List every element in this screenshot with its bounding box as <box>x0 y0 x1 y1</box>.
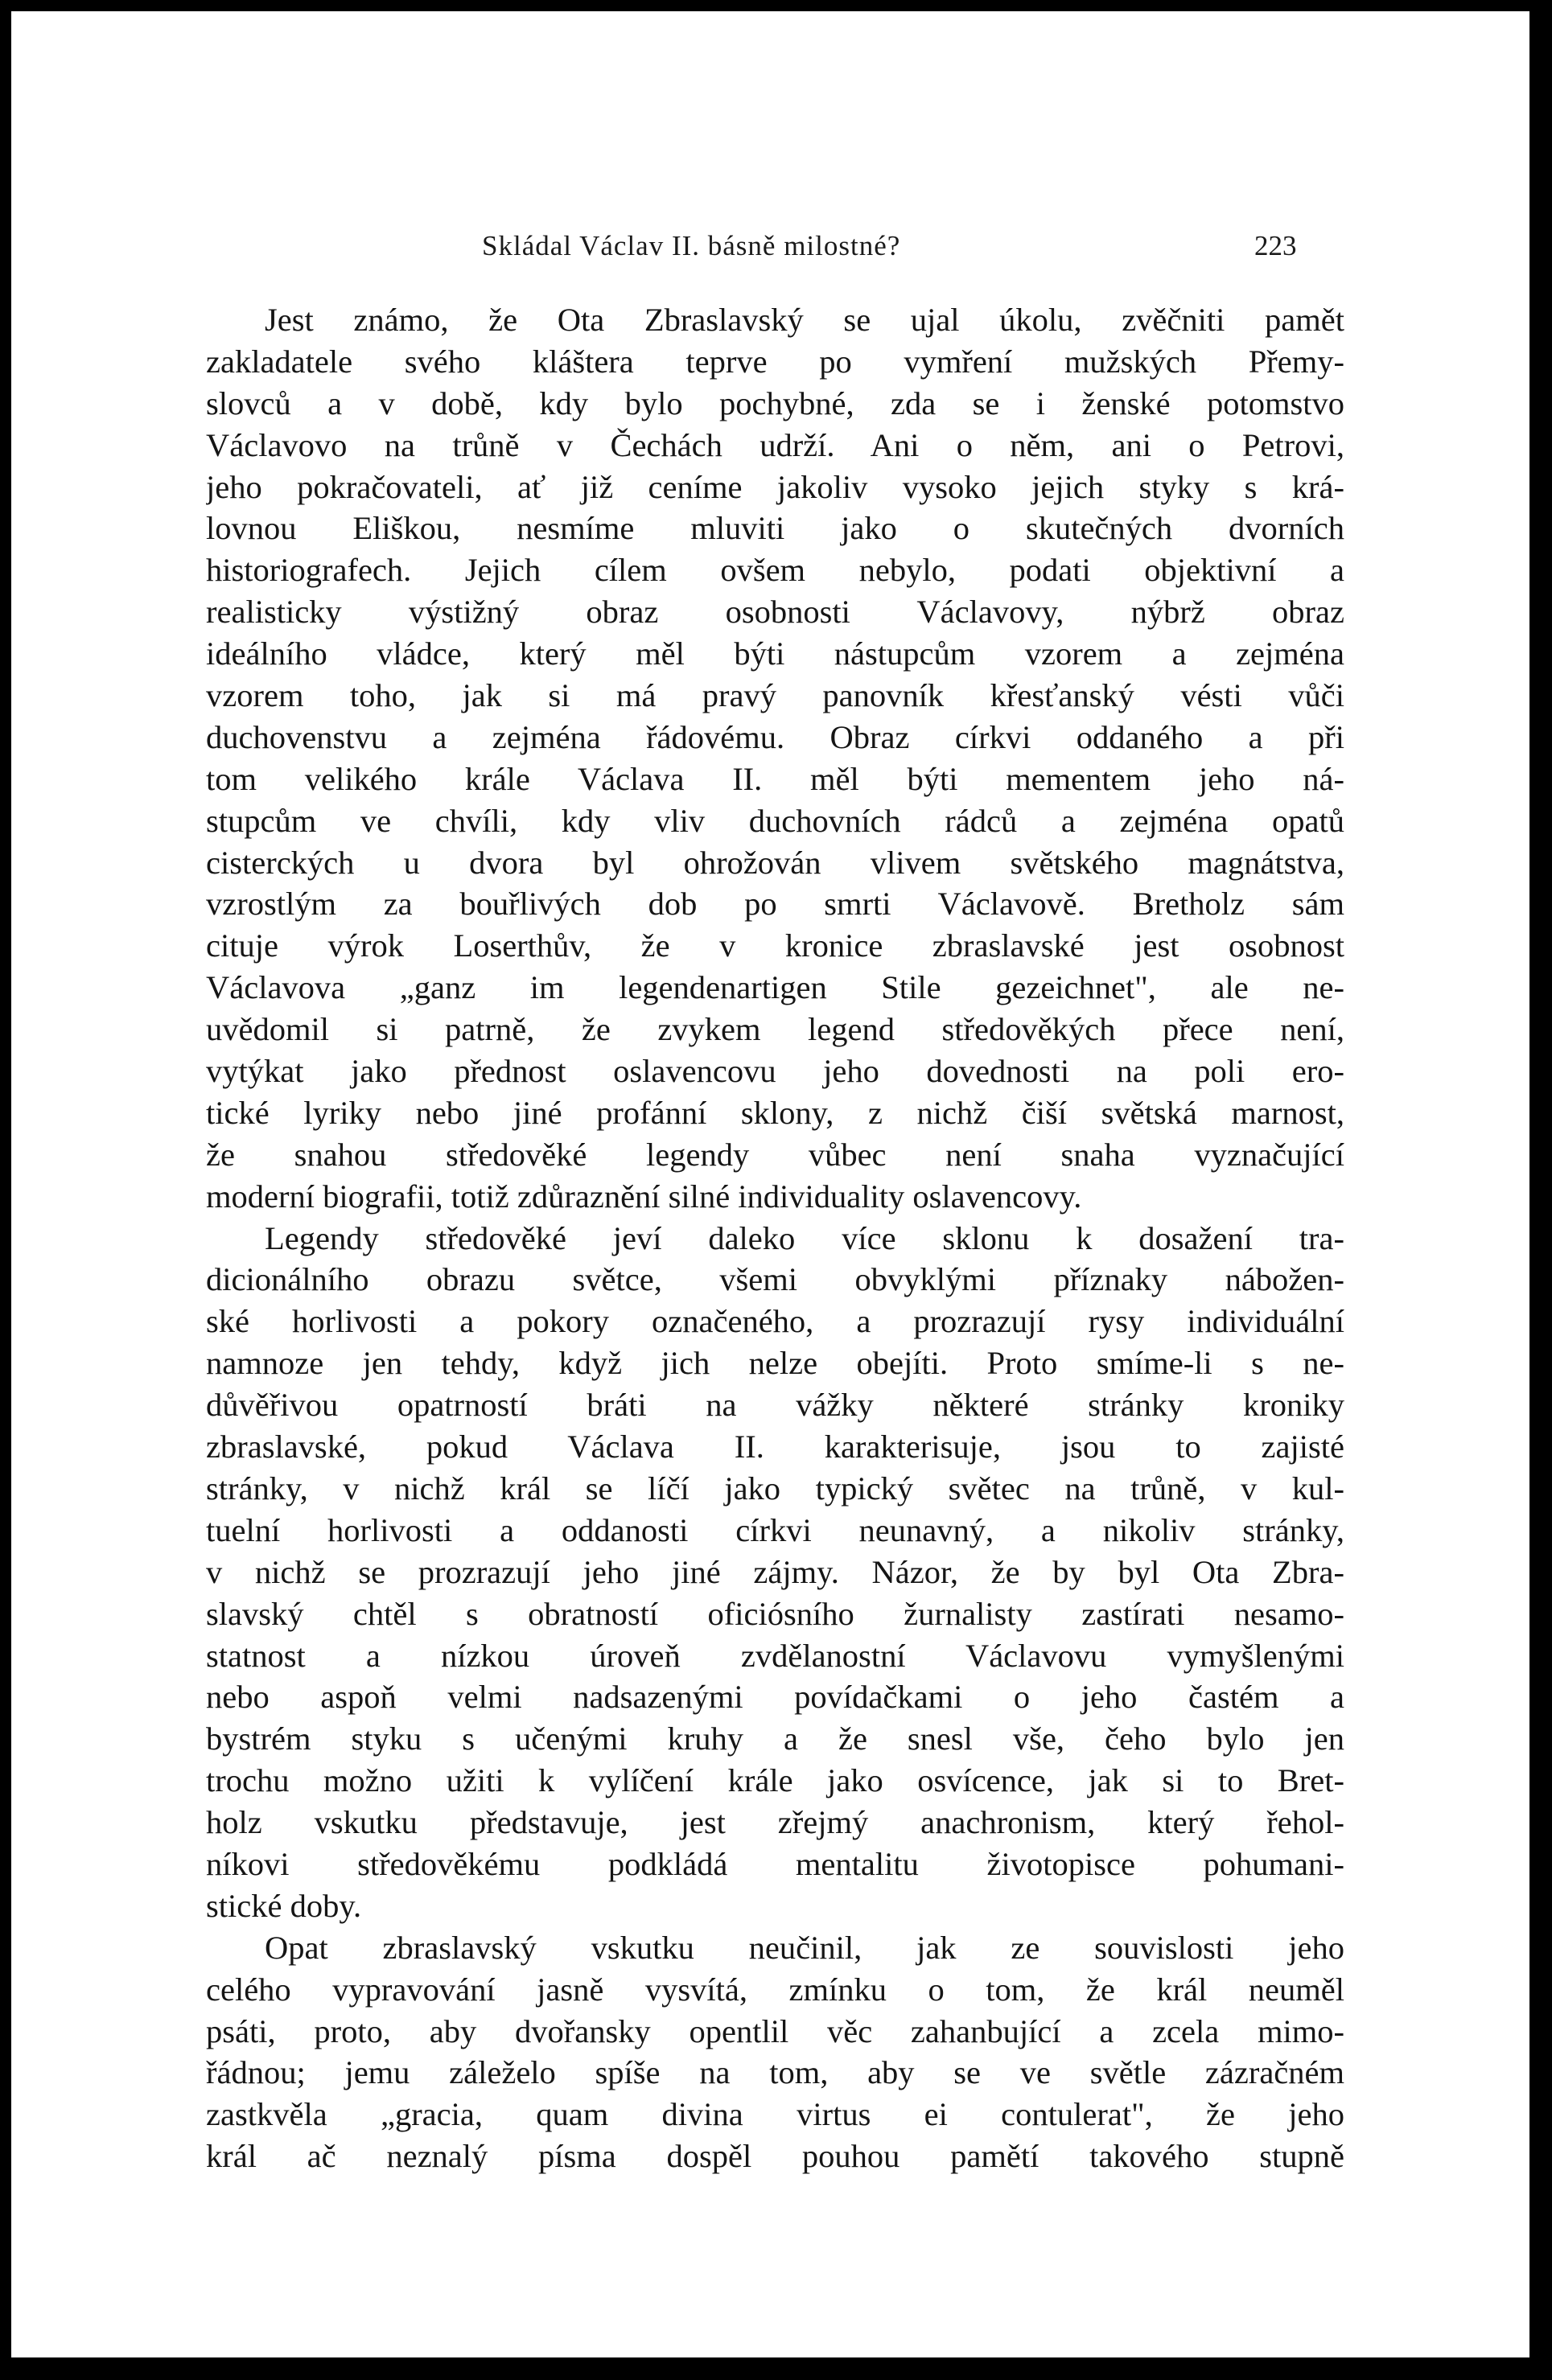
text-line: v nichž se prozrazují jeho jiné zájmy. Názor, že by byl Ota Zbra- <box>206 1553 1344 1590</box>
text-line: vzrostlým za bouřlivých dob po smrti Václavově. Bretholz sám <box>206 886 1344 923</box>
text-line: tické lyriky nebo jiné profánní sklony, z nichž čiší světská marnost, <box>206 1094 1344 1131</box>
text-line: král ač neznalý písma dospěl pouhou pamětí takového stupně <box>206 2138 1344 2175</box>
text-line: uvědomil si patrně, že zvykem legend středověkých přece není, <box>206 1011 1344 1048</box>
text-line: celého vypravování jasně vysvítá, zmínku o tom, že král neuměl <box>206 1971 1344 2008</box>
text-line: ideálního vládce, který měl býti nástupcům vzorem a zejména <box>206 635 1344 672</box>
book-page <box>11 11 1529 2357</box>
text-line: zbraslavské, pokud Václava II. karakterisuje, jsou to zajisté <box>206 1428 1344 1465</box>
text-line: bystrém styku s učenými kruhy a že snesl vše, čeho bylo jen <box>206 1720 1344 1757</box>
text-line: Opat zbraslavský vskutku neučinil, jak ze souvislosti jeho <box>265 1929 1344 1966</box>
text-line: stupcům ve chvíli, kdy vliv duchovních rádců a zejména opatů <box>206 802 1344 839</box>
text-line: slovců a v době, kdy bylo pochybné, zda se i ženské potomstvo <box>206 384 1344 421</box>
text-line: holz vskutku představuje, jest zřejmý anachronism, který řehol- <box>206 1804 1344 1841</box>
text-line: vytýkat jako přednost oslavencovu jeho dovednosti na poli ero- <box>206 1053 1344 1090</box>
text-line: Legendy středověké jeví daleko více sklonu k dosažení tra- <box>265 1219 1344 1256</box>
text-line: stické doby. <box>206 1887 362 1924</box>
text-line: ské horlivosti a pokory označeného, a prozrazují rysy individuální <box>206 1303 1344 1340</box>
text-line: namnoze jen tehdy, když jich nelze obejíti. Proto smíme-li s ne- <box>206 1345 1344 1382</box>
text-line: řádnou; jemu záleželo spíše na tom, aby se ve světle zázračném <box>206 2054 1344 2091</box>
text-line: historiografech. Jejich cílem ovšem nebylo, podati objektivní a <box>206 552 1344 589</box>
running-head <box>11 227 1529 275</box>
text-line: lovnou Eliškou, nesmíme mluviti jako o skutečných dvorních <box>206 510 1344 547</box>
text-line: statnost a nízkou úroveň zvdělanostní Václavovu vymyšlenými <box>206 1637 1344 1674</box>
text-line: zakladatele svého kláštera teprve po vymření mužských Přemy- <box>206 343 1344 380</box>
text-line: Jest známo, že Ota Zbraslavský se ujal úkolu, zvěčniti pamět <box>265 302 1344 338</box>
text-line: nebo aspoň velmi nadsazenými povídačkami o jeho častém a <box>206 1679 1344 1716</box>
text-line: Václavova „ganz im legendenartigen Stile gezeichnet", ale ne- <box>206 969 1344 1006</box>
text-line: slavský chtěl s obratností oficiósního žurnalisty zastírati nesamo- <box>206 1595 1344 1632</box>
text-line: zastkvěla „gracia, quam divina virtus ei contulerat", že jeho <box>206 2096 1344 2133</box>
text-line: vzorem toho, jak si má pravý panovník křesťanský vésti vůči <box>206 677 1344 714</box>
text-line: realisticky výstižný obraz osobnosti Václavovy, nýbrž obraz <box>206 594 1344 631</box>
text-line: cituje výrok Loserthův, že v kronice zbraslavské jest osobnost <box>206 927 1344 964</box>
text-line: cisterckých u dvora byl ohrožován vlivem světského magnátstva, <box>206 844 1344 881</box>
text-line: psáti, proto, aby dvořansky opentlil věc zahanbující a zcela mimo- <box>206 2012 1344 2049</box>
running-head-title: Skládal Václav II. básně milostné? <box>482 230 901 261</box>
text-line: Václavovo na trůně v Čechách udrží. Ani o něm, ani o Petrovi, <box>206 426 1344 463</box>
text-line: tom velikého krále Václava II. měl býti mementem jeho ná- <box>206 760 1344 797</box>
text-line: moderní biografii, totiž zdůraznění silné individuality oslavencovy. <box>206 1178 1082 1215</box>
text-line: duchovenstvu a zejména řádovému. Obraz církvi oddaného a při <box>206 718 1344 755</box>
page-number: 223 <box>1254 230 1297 261</box>
text-line: tuelní horlivosti a oddanosti církvi neunavný, a nikoliv stránky, <box>206 1511 1344 1548</box>
text-line: jeho pokračovateli, ať již ceníme jakoliv vysoko jejich styky s krá- <box>206 468 1344 505</box>
text-line: trochu možno užiti k vylíčení krále jako osvícence, jak si to Bret- <box>206 1762 1344 1799</box>
text-line: že snahou středověké legendy vůbec není snaha vyznačující <box>206 1136 1344 1173</box>
text-line: stránky, v nichž král se líčí jako typický světec na trůně, v kul- <box>206 1470 1344 1507</box>
text-line: dicionálního obrazu světce, všemi obvyklými příznaky nábožen- <box>206 1261 1344 1298</box>
body-text <box>206 299 1344 2177</box>
text-line: důvěřivou opatrností bráti na vážky některé stránky kroniky <box>206 1387 1344 1424</box>
text-line: níkovi středověkému podkládá mentalitu životopisce pohumani- <box>206 1845 1344 1882</box>
